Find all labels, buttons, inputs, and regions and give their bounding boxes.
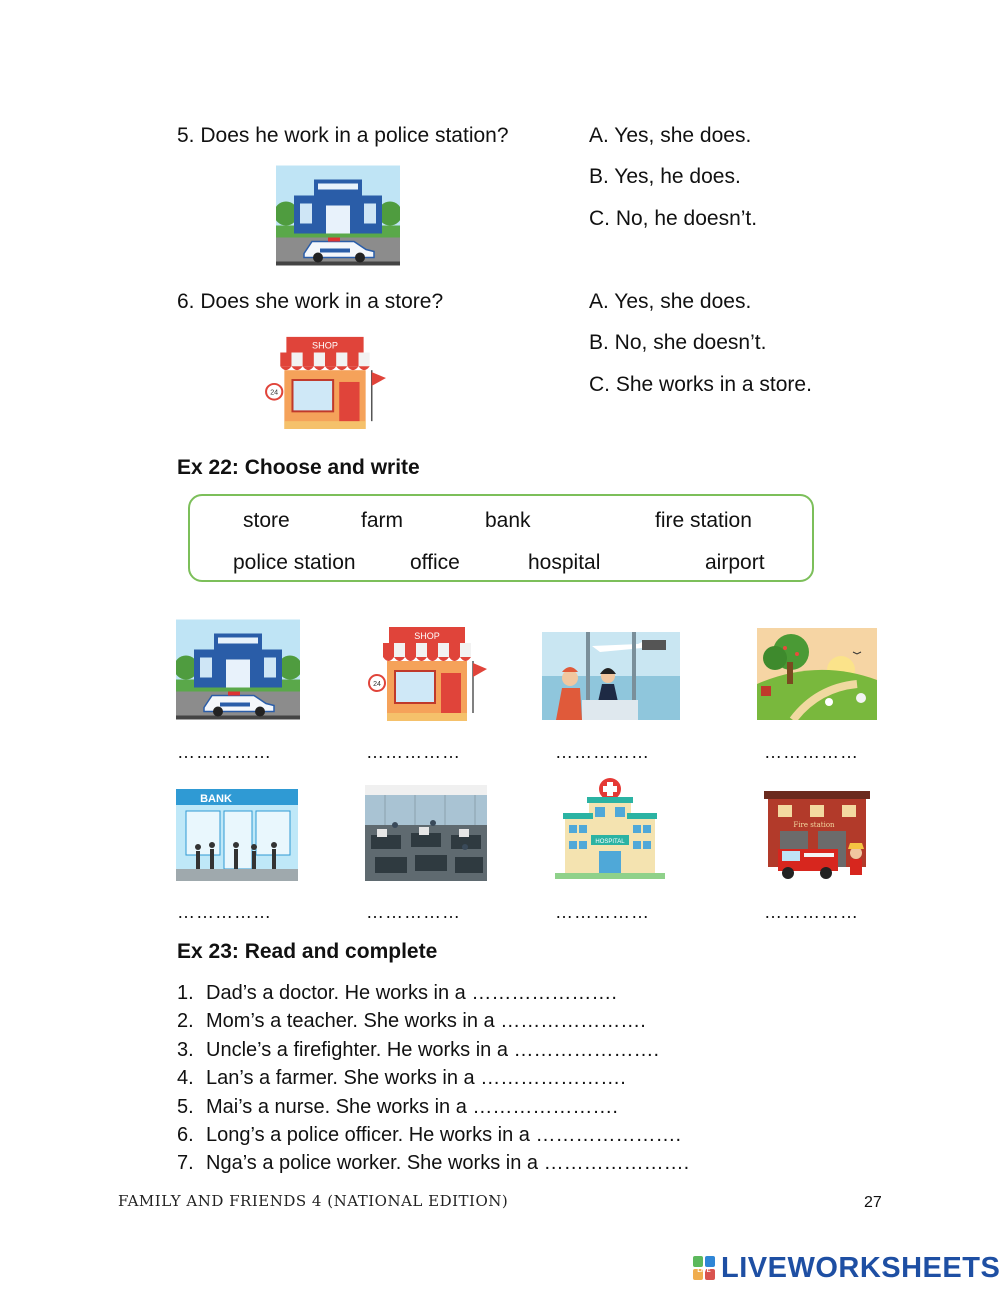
liveworksheets-logo[interactable] (693, 1250, 1000, 1286)
ex23-num: 2. (177, 1010, 194, 1032)
question-5: 5. Does he work in a police station? (177, 124, 509, 147)
blank-8[interactable]: …………… (764, 902, 859, 922)
ex23-num: 6. (177, 1124, 194, 1146)
ex23-item[interactable]: Long’s a police officer. He works in a …………………. (206, 1124, 681, 1146)
blank-5[interactable]: …………… (177, 902, 272, 922)
word-farm: farm (361, 509, 403, 532)
bank-sign-text: BANK (200, 793, 232, 805)
ex23-num: 7. (177, 1152, 194, 1174)
ex23-num: 1. (177, 982, 194, 1004)
question-6: 6. Does she work in a store? (177, 290, 444, 313)
shop-image (262, 331, 388, 429)
q5-option-b[interactable]: B. Yes, he does. (589, 165, 741, 188)
word-office: office (410, 551, 460, 574)
ex23-item[interactable]: Mai’s a nurse. She works in a …………………. (206, 1096, 618, 1118)
word-bank: bank (485, 509, 531, 532)
blank-2[interactable]: …………… (366, 742, 461, 762)
ex23-num: 3. (177, 1039, 194, 1061)
grid-farm-image (757, 628, 877, 720)
grid-airport-image (542, 632, 680, 720)
liveworksheets-badge-icon (693, 1256, 715, 1280)
ex23-item[interactable]: Nga’s a police worker. She works in a …………………. (206, 1152, 690, 1174)
page-number: 27 (864, 1194, 882, 1211)
blank-3[interactable]: …………… (555, 742, 650, 762)
q6-option-c[interactable]: C. She works in a store. (589, 373, 812, 396)
word-hospital: hospital (528, 551, 601, 574)
grid-shop-hours-text: 24 (373, 681, 381, 688)
word-police-station: police station (233, 551, 356, 574)
word-bank-box (188, 494, 814, 582)
ex23-title: Ex 23: Read and complete (177, 940, 438, 963)
hospital-sign-text: HOSPITAL (595, 839, 625, 845)
q5-option-c[interactable]: C. No, he doesn’t. (589, 207, 758, 230)
fire-sign-text: Fire station (793, 821, 835, 829)
q5-option-a[interactable]: A. Yes, she does. (589, 124, 752, 147)
brand-badge-text: LIVE (697, 1268, 711, 1274)
word-store: store (243, 509, 290, 532)
word-fire-station: fire station (655, 509, 752, 532)
ex22-title: Ex 22: Choose and write (177, 456, 420, 479)
grid-office-image (365, 785, 487, 881)
police-station-image (276, 165, 400, 266)
blank-1[interactable]: …………… (177, 742, 272, 762)
ex23-num: 5. (177, 1096, 194, 1118)
q6-option-a[interactable]: A. Yes, she does. (589, 290, 752, 313)
ex23-item[interactable]: Lan’s a farmer. She works in a …………………. (206, 1067, 626, 1089)
footer-book-title: FAMILY AND FRIENDS 4 (NATIONAL EDITION) (118, 1192, 509, 1210)
grid-police-station-image (176, 619, 300, 720)
blank-6[interactable]: …………… (366, 902, 461, 922)
grid-fire-station-image (764, 791, 870, 881)
ex23-item[interactable]: Mom’s a teacher. She works in a …………………. (206, 1010, 646, 1032)
word-airport: airport (705, 551, 765, 574)
brand-name: LIVEWORKSHEETS (721, 1251, 1000, 1284)
shop-hours-text: 24 (270, 389, 279, 397)
shop-sign-text: SHOP (312, 340, 338, 351)
grid-shop-image (365, 621, 489, 721)
grid-shop-sign-text: SHOP (414, 631, 440, 641)
grid-hospital-image (555, 777, 665, 879)
blank-4[interactable]: …………… (764, 742, 859, 762)
q6-option-b[interactable]: B. No, she doesn’t. (589, 331, 767, 354)
ex23-num: 4. (177, 1067, 194, 1089)
ex23-item[interactable]: Uncle’s a firefighter. He works in a …………………. (206, 1039, 660, 1061)
blank-7[interactable]: …………… (555, 902, 650, 922)
ex23-item[interactable]: Dad’s a doctor. He works in a …………………. (206, 982, 617, 1004)
grid-bank-image (176, 789, 298, 881)
